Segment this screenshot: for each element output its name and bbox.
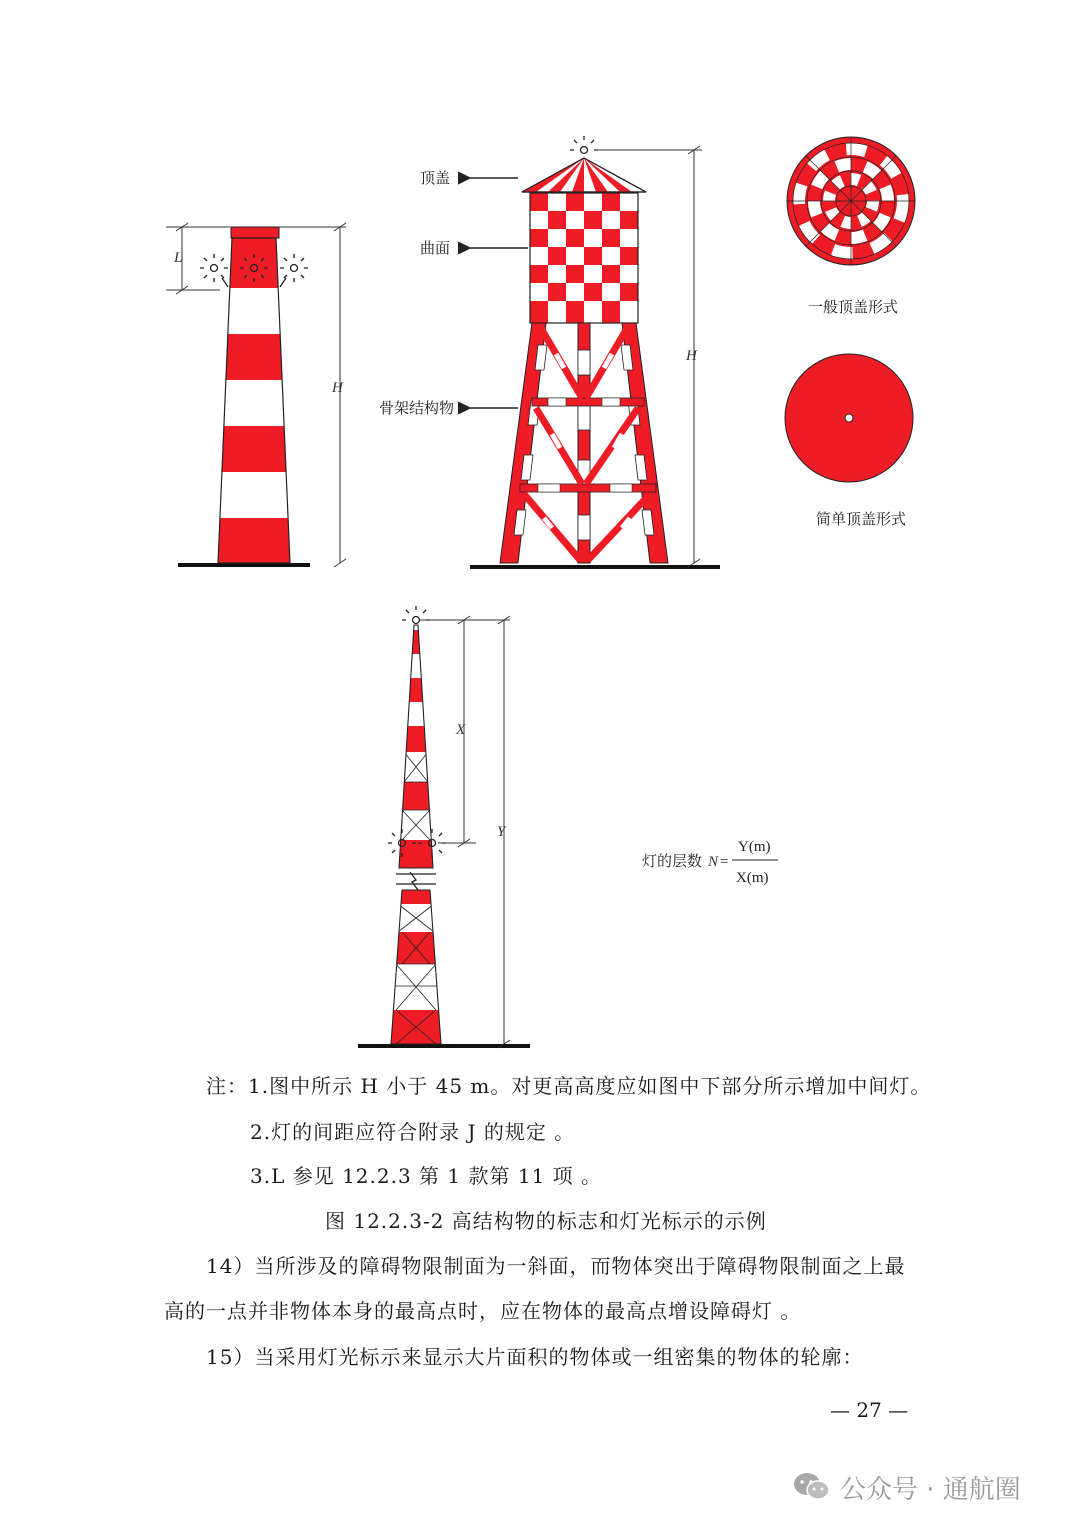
chimney-bands	[200, 238, 310, 565]
water-tower-structure	[379, 136, 720, 567]
tower-cap	[522, 158, 646, 192]
formula-equals: =	[720, 854, 729, 870]
label-skeleton-structure: 骨架结构物	[379, 399, 455, 417]
formula-denominator: X(m)	[736, 870, 769, 886]
chimney-structure	[166, 223, 346, 567]
note-1: 注：1.图中所示 H 小于 45 m。对更高高度应如图中下部分所示增加中间灯。	[206, 1074, 932, 1098]
label-curved-surface: 曲面	[420, 239, 451, 257]
formula-variable: N	[708, 854, 719, 870]
lattice-mast-structure	[358, 606, 530, 1048]
tower-legs	[500, 323, 668, 563]
dim-label-X: X	[456, 722, 466, 738]
watermark-text: 公众号 · 通航圈	[840, 1474, 1021, 1505]
page-number: — 27 —	[830, 1398, 909, 1422]
dim-label-H-chimney: H	[332, 380, 343, 396]
tower-checkered-tank	[530, 193, 638, 323]
label-general-cap-form: 一般顶盖形式	[808, 298, 899, 316]
dim-label-H-tower: H	[686, 348, 697, 364]
formula-numerator: Y(m)	[738, 839, 771, 855]
simple-cap-form-icon	[785, 354, 913, 482]
general-cap-form-icon	[787, 137, 915, 265]
figure-caption: 图 12.2.3-2 高结构物的标志和灯光标示的示例	[325, 1209, 767, 1233]
watermark	[792, 1470, 1021, 1504]
paragraph-15: 15）当采用灯光标示来显示大片面积的物体或一组密集的物体的轮廓：	[206, 1345, 864, 1369]
note-2: 2.灯的间距应符合附录 J 的规定 。	[250, 1120, 576, 1144]
obstacle-light-icon	[570, 136, 598, 154]
paragraph-14-line-2: 高的一点并非物体本身的最高点时，应在物体的最高点增设障碍灯 。	[164, 1299, 802, 1323]
label-simple-cap-form: 简单顶盖形式	[816, 510, 907, 528]
obstacle-light-icon	[200, 254, 228, 287]
light-levels-formula	[642, 839, 778, 886]
obstacle-light-icon	[402, 606, 430, 624]
label-cap: 顶盖	[420, 169, 451, 187]
paragraph-14-line-1: 14）当所涉及的障碍物限制面为一斜面，而物体突出于障碍物限制面之上最	[206, 1254, 906, 1278]
break-mark-icon	[396, 872, 436, 890]
wechat-icon	[792, 1471, 832, 1503]
formula-prefix: 灯的层数	[642, 852, 703, 870]
obstacle-light-icon	[280, 254, 308, 287]
dim-label-Y: Y	[497, 824, 506, 840]
note-3: 3.L 参见 12.2.3 第 1 款第 11 项 。	[250, 1164, 603, 1188]
dim-label-L: L	[174, 250, 183, 266]
